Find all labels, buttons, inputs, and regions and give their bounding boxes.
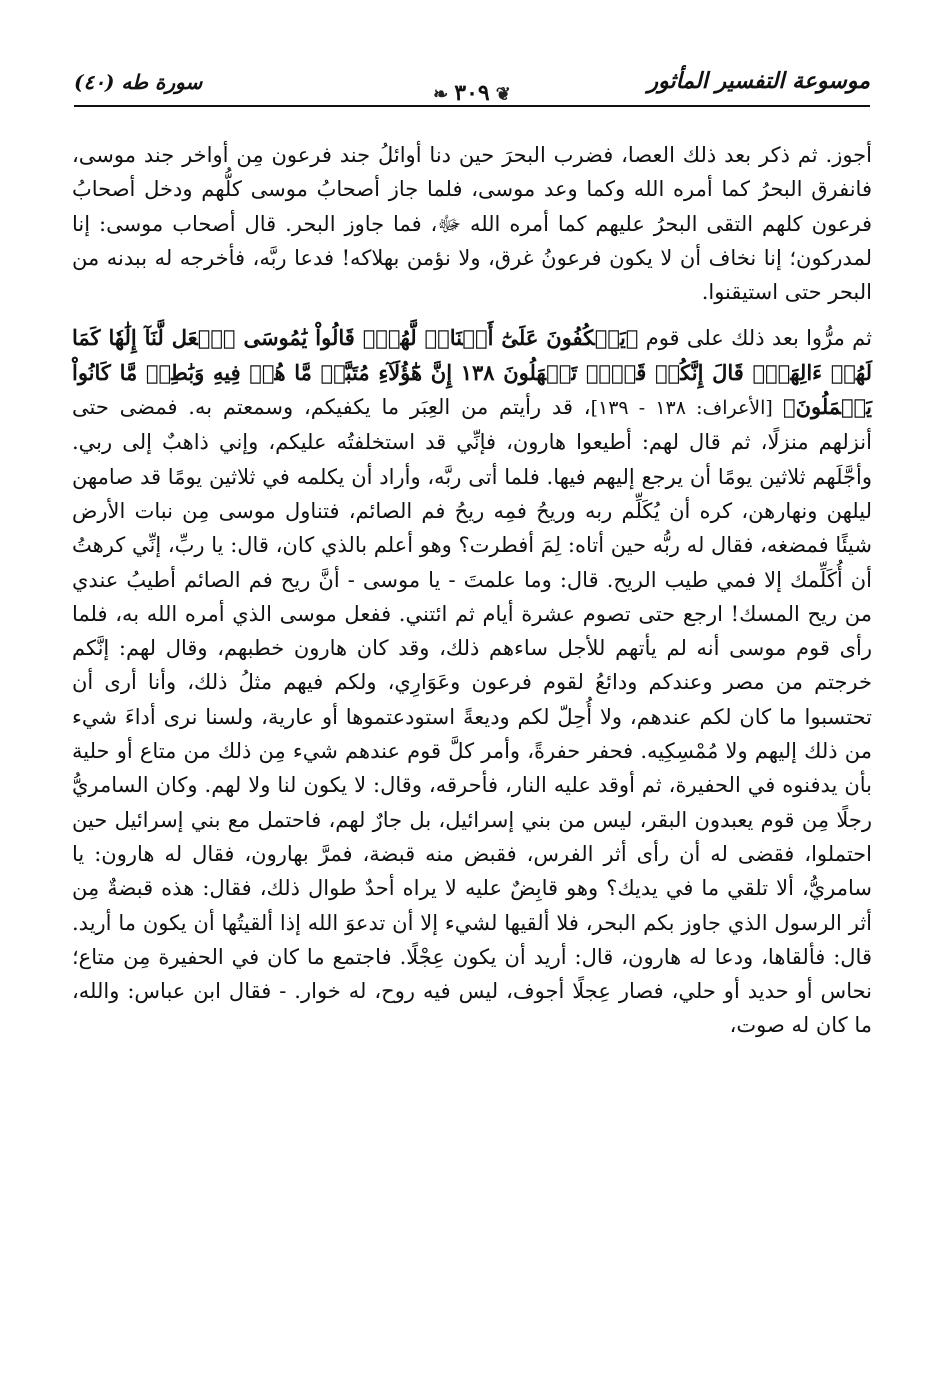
paragraph-2 <box>72 321 872 1042</box>
header-divider <box>74 105 870 107</box>
page-number: ٣٠٩ <box>454 80 490 106</box>
paragraph-2-lead: ثم مرُّوا بعد ذلك على قوم <box>638 326 872 351</box>
paragraph-2-text: ، قد رأيتم من العِبَر ما يكفيكم، وسمعتم به. فمضى حتى أنزلهم منزلًا، ثم قال لهم: أطيعوا هارون، فإنِّي قد استخلفتُه عليكم، وإني ذاهبٌ إلى ربي. وأجَّلَهم ثلاثين يومًا أن يرجع إليهم فيها. فلما أتى ربَّه، وأراد أن يكلمه في ثلاثين يومًا قد صامهن ليلهن ونهارهن، كره أن يُكَلِّم ربه وريحُ فمِه ريحُ فم الصائم، فتناول موسى مِن نبات الأرض شيئًا فمضغه، فقال له ربُّه حين أتاه: لِمَ أفطرت؟ وهو أعلم بالذي كان، قال: يا ربِّ، إنِّي كرهتُ أن أُكَلِّمك إلا فمي طيب الريح. قال: وما علمتَ - يا موسى - أنَّ ريح فم الصائم أطيبُ عندي من ريح المسك! ارجع حتى تصوم عشرة أيام ثم ائتني. ففعل موسى الذي أمره الله به، فلما رأى قوم موسى أنه لم يأتهم للأجل ساءهم ذلك، وقد كان هارون خطبهم، وقال لهم: إنَّكم خرجتم من مصر وعندكم ودائعُ لقوم فرعون وعَوَارِي، ولكم فيهم مثلُ ذلك، وأنا أرى أن تحتسبوا ما كان لكم عندهم، ولا أُحِلّ لكم وديعةً استودعتموها أو عارية، ولسنا نرى أداءَ شيء من ذلك إليهم ولا مُمْسِكِيه. فحفر حفرةً، وأمر كلَّ قوم عندهم شيء مِن ذلك من متاع أو حلية بأن يدفنوه في الحفيرة، ثم أوقد عليه النار، فأحرقه، وقال: لا يكون لنا ولا لهم. وكان السامريُّ رجلًا مِن قوم يعبدون البقر، ليس من بني إسرائيل، بل جارٌ لهم، فاحتمل مع بني إسرائيل حين احتملوا، فقضى له أن رأى أثر الفرس، فقبض منه قبضة، فمرَّ بهارون، فقال له هارون: يا سامريُّ، ألا تلقي ما في يديك؟ وهو قابِضٌ عليه لا يراه أحدٌ طوال ذلك، فقال: هذه قبضةٌ مِن أثر الرسول الذي جاوز بكم البحر، فلا ألقيها لشيء إلا أن تدعوَ الله إذا ألقيتُها أن يكون ما أريد. قال: فألقاها، ودعا له هارون، قال: أريد أن يكون عِجْلًا. فاجتمع ما كان في الحفيرة مِن متاع؛ نحاس أو حديد أو حلي، فصار عِجلًا أجوف، ليس فيه روح، له خوار. - فقال ابن عباس: والله، ما كان له صوت، <box>72 395 872 1038</box>
ornament-icon: ❧ <box>433 84 449 105</box>
verse-reference: [الأعراف: ١٣٨ - ١٣٩] <box>590 397 783 420</box>
surah-label: سورة طه (٤٠) <box>74 70 203 94</box>
paragraph-1: أجوز. ثم ذكر بعد ذلك العصا، فضرب البحرَ حين دنا أوائلُ جند فرعون مِن أواخر جند موسى، فانفرق البحرُ كما أمره الله وكما وعد موسى، فلما جاز أصحابُ موسى كلُّهم ودخل أصحابُ فرعون كلهم التقى البحرُ عليهم كما أمره الله ﷻ، فما جاوز البحر. قال أصحاب موسى: إنا لمدركون؛ إنا نخاف أن لا يكون فرعونُ غرق، ولا نؤمن بهلاكه! فدعا ربَّه، فأخرجه له ببدنه من البحر حتى استيقنوا. <box>72 143 872 305</box>
ornament-icon: ❦ <box>495 84 511 105</box>
quran-verse: ﴿يَعۡكُفُونَ عَلَىٰٓ أَصۡنَامٖ لَّهُمۡۚ قَالُواْ يَٰمُوسَى ٱجۡعَل لَّنَآ إِلَٰهٗا كَمَا لَهُمۡ ءَالِهَةٞۚ قَالَ إِنَّكُمۡ قَوۡمٞ تَجۡهَلُونَ ١٣٨ إِنَّ هَٰٓؤُلَآءِ مُتَبَّرٞ مَّا هُمۡ فِيهِ وَبَٰطِلٞ مَّا كَانُواْ يَعۡمَلُونَ﴾ <box>72 325 872 420</box>
book-title: موسوعة التفسير المأثور <box>647 68 870 94</box>
body-text <box>72 138 872 1043</box>
